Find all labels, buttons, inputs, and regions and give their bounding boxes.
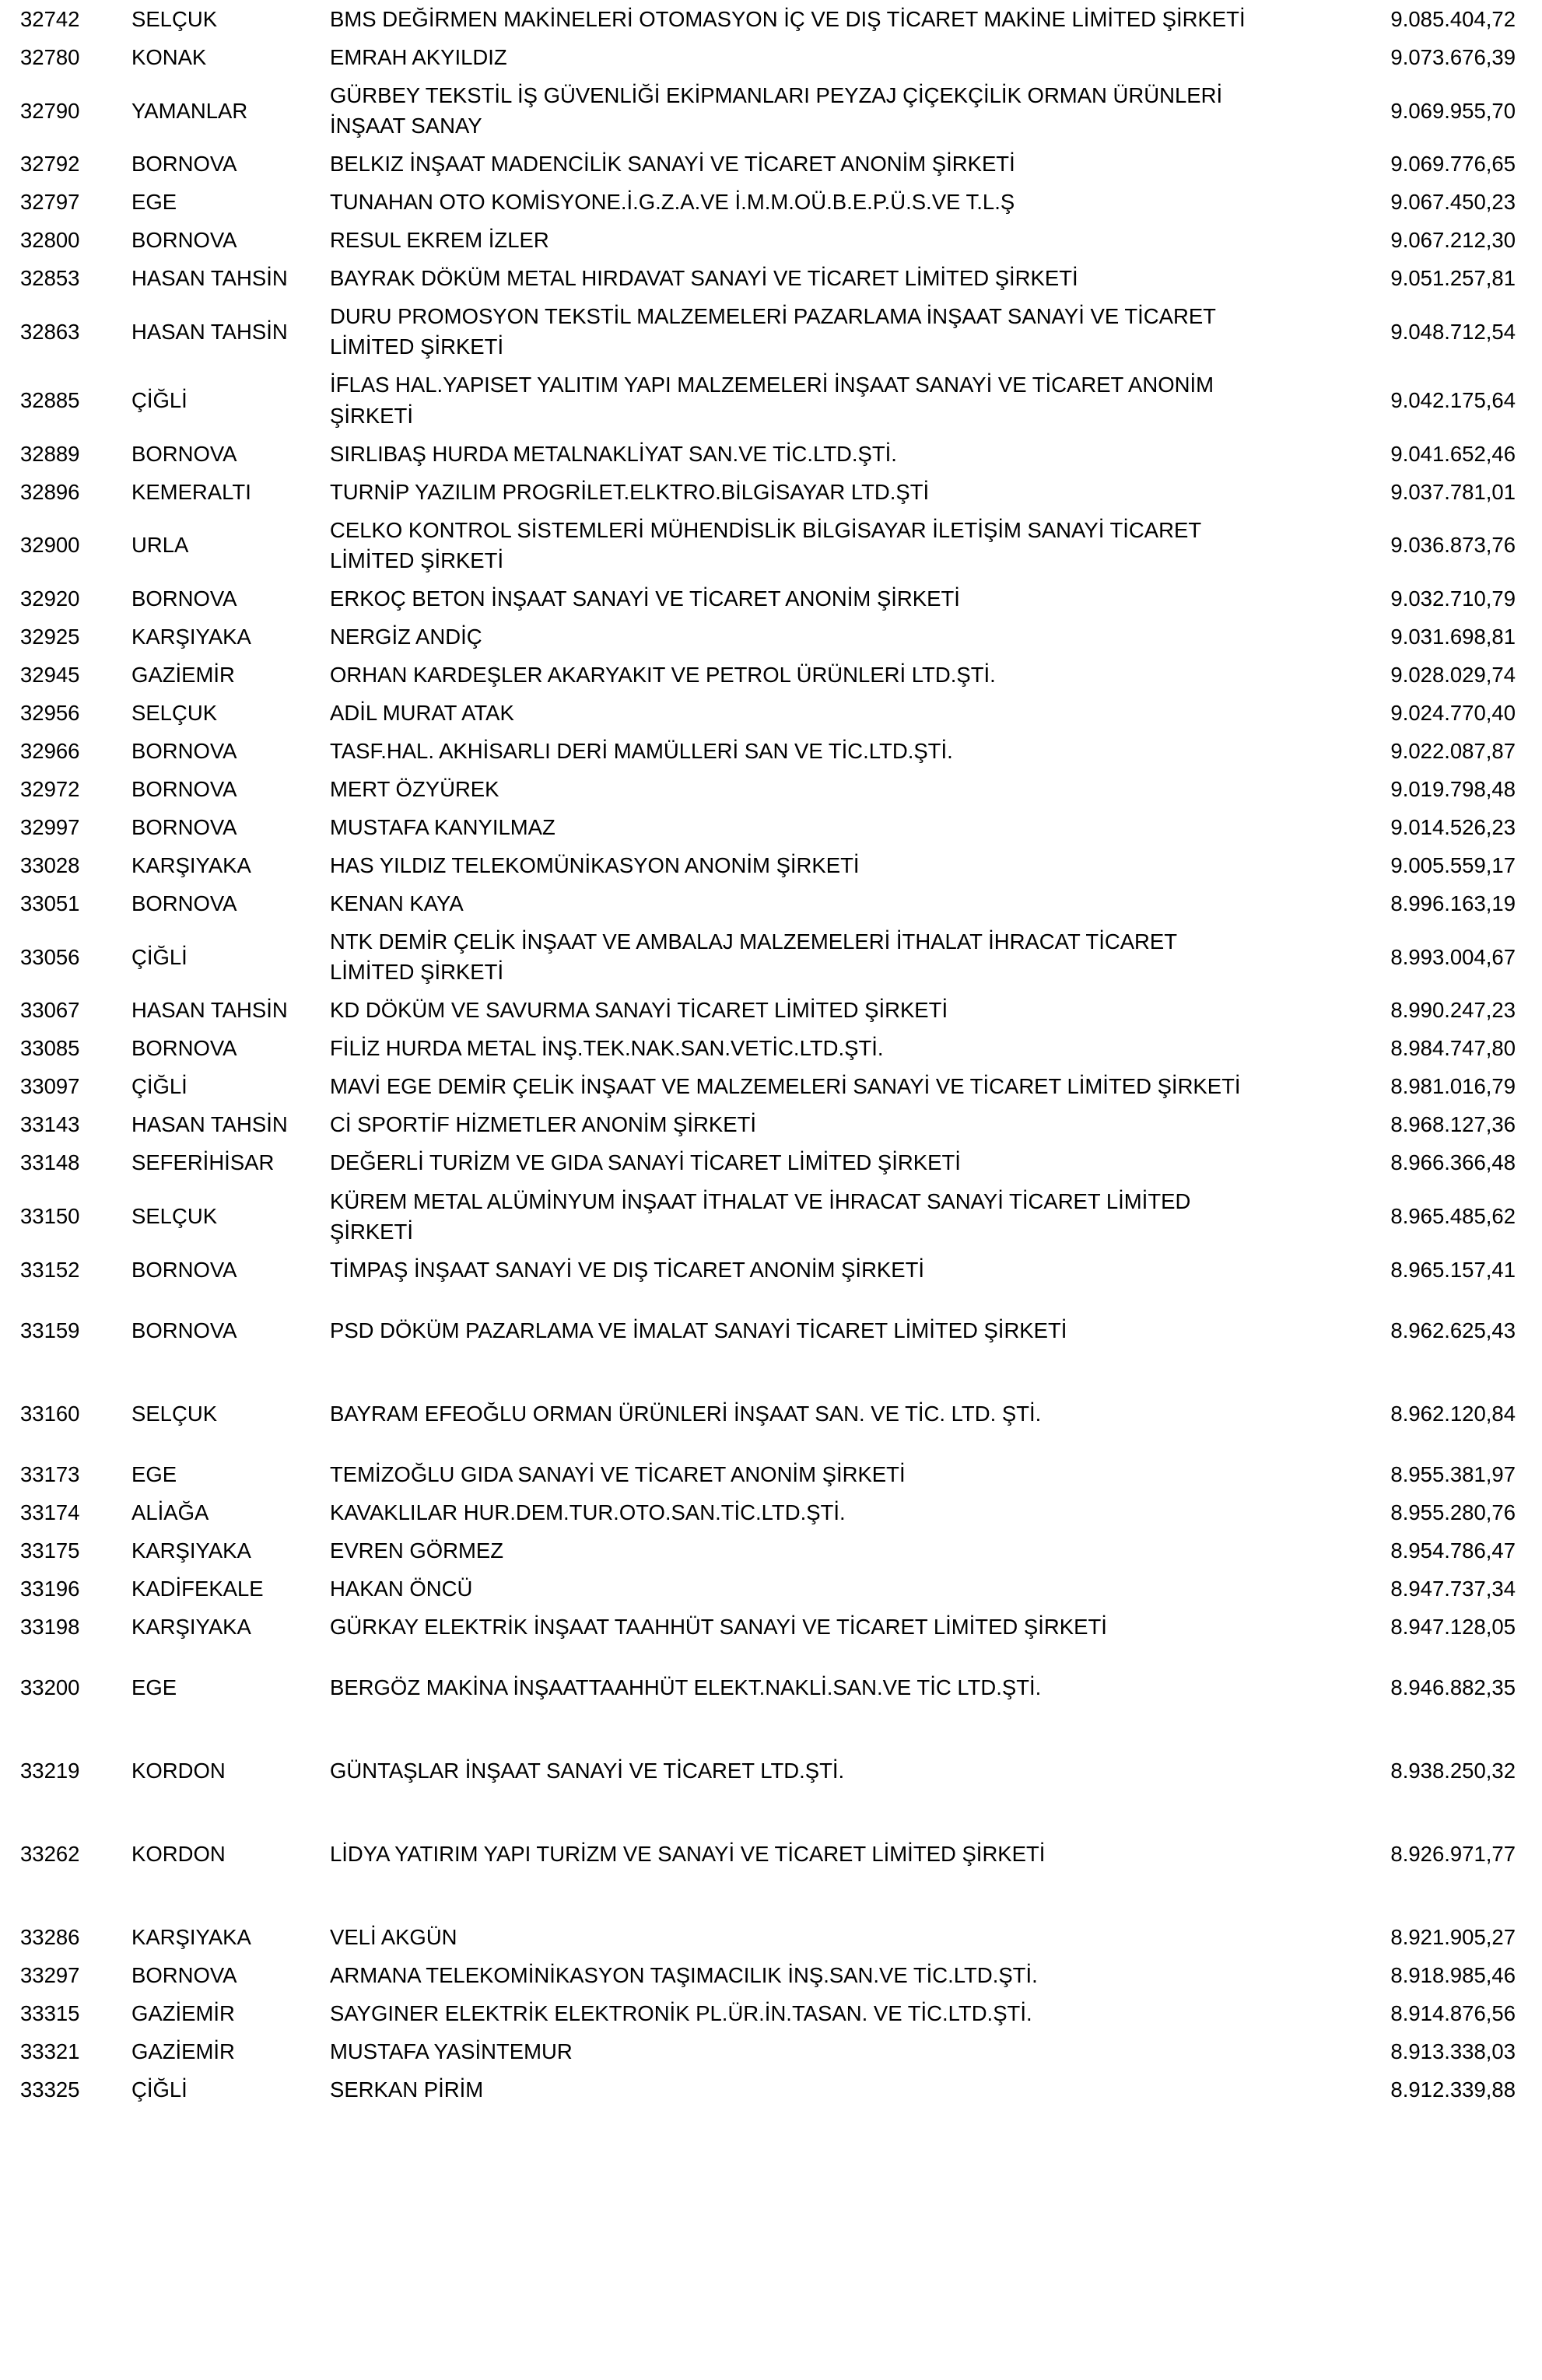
- row-id-cell: 33159: [20, 1318, 80, 1342]
- row-taxpayer-name-cell: İFLAS HAL.YAPISET YALITIM YAPI MALZEMELERİ İNŞAAT SANAYİ VE TİCARET ANONİM ŞİRKETİ: [330, 373, 1214, 428]
- table-row: [20, 511, 1516, 579]
- row-taxpayer-name-cell: PSD DÖKÜM PAZARLAMA VE İMALAT SANAYİ TİCARET LİMİTED ŞİRKETİ: [330, 1318, 1067, 1342]
- row-tax-office-cell: ÇİĞLİ: [131, 387, 187, 412]
- row-amount-cell: 9.036.873,76: [1390, 533, 1516, 558]
- row-tax-office-cell: EGE: [131, 1461, 177, 1486]
- row-tax-office-cell: BORNOVA: [131, 1257, 237, 1282]
- row-tax-office-cell: SELÇUK: [131, 1401, 218, 1426]
- table-row: [20, 656, 1516, 694]
- row-id-cell: 32896: [20, 479, 80, 504]
- row-id-cell: 32742: [20, 7, 80, 31]
- row-amount-cell: 9.019.798,48: [1390, 776, 1516, 801]
- row-taxpayer-name-cell: DEĞERLİ TURİZM VE GIDA SANAYİ TİCARET LİMİTED ŞİRKETİ: [330, 1150, 961, 1175]
- row-taxpayer-name-cell: RESUL EKREM İZLER: [330, 228, 549, 253]
- table-row: [20, 2070, 1516, 2109]
- row-tax-office-cell: ÇİĞLİ: [131, 944, 187, 969]
- row-id-cell: 33262: [20, 1842, 80, 1867]
- row-taxpayer-name-cell: KÜREM METAL ALÜMİNYUM İNŞAAT İTHALAT VE İHRACAT SANAYİ TİCARET LİMİTED ŞİRKETİ: [330, 1188, 1191, 1244]
- table-row: [20, 1067, 1516, 1105]
- row-tax-office-cell: YAMANLAR: [131, 98, 248, 123]
- row-amount-cell: 8.966.366,48: [1390, 1150, 1516, 1175]
- row-amount-cell: 9.014.526,23: [1390, 815, 1516, 840]
- row-id-cell: 32945: [20, 662, 80, 687]
- row-taxpayer-name-cell: GÜNTAŞLAR İNŞAAT SANAYİ VE TİCARET LTD.ŞTİ.: [330, 1759, 845, 1783]
- row-tax-office-cell: BORNOVA: [131, 441, 237, 466]
- row-taxpayer-name-cell: CELKO KONTROL SİSTEMLERİ MÜHENDİSLİK BİLGİSAYAR İLETİŞİM SANAYİ TİCARET LİMİTED ŞİRKETİ: [330, 517, 1201, 572]
- row-tax-office-cell: ÇİĞLİ: [131, 2077, 187, 2102]
- row-amount-cell: 9.037.781,01: [1390, 479, 1516, 504]
- row-tax-office-cell: ÇİĞLİ: [131, 1074, 187, 1099]
- table-row: [20, 366, 1516, 434]
- row-id-cell: 33200: [20, 1675, 80, 1699]
- row-taxpayer-name-cell: TURNİP YAZILIM PROGRİLET.ELKTRO.BİLGİSAYAR LTD.ŞTİ: [330, 479, 930, 504]
- row-tax-office-cell: BORNOVA: [131, 891, 237, 916]
- row-tax-office-cell: HASAN TAHSİN: [131, 319, 288, 344]
- row-amount-cell: 8.981.016,79: [1390, 1074, 1516, 1099]
- row-taxpayer-name-cell: GÜRKAY ELEKTRİK İNŞAAT TAAHHÜT SANAYİ VE TİCARET LİMİTED ŞİRKETİ: [330, 1614, 1107, 1639]
- table-row: [20, 76, 1516, 145]
- row-tax-office-cell: GAZİEMİR: [131, 2039, 235, 2064]
- row-id-cell: 33160: [20, 1401, 80, 1426]
- table-row: [20, 1143, 1516, 1181]
- row-tax-office-cell: SEFERİHİSAR: [131, 1150, 275, 1175]
- row-id-cell: 32780: [20, 45, 80, 70]
- row-tax-office-cell: BORNOVA: [131, 1963, 237, 1988]
- row-tax-office-cell: EGE: [131, 1675, 177, 1699]
- table-row: [20, 259, 1516, 297]
- row-amount-cell: 8.984.747,80: [1390, 1036, 1516, 1061]
- row-tax-office-cell: SELÇUK: [131, 700, 218, 725]
- row-amount-cell: 8.914.876,56: [1390, 2001, 1516, 2026]
- row-tax-office-cell: URLA: [131, 533, 189, 558]
- row-taxpayer-name-cell: SERKAN PİRİM: [330, 2077, 484, 2102]
- row-id-cell: 33028: [20, 853, 80, 878]
- table-row: [20, 922, 1516, 991]
- row-id-cell: 33325: [20, 2077, 80, 2102]
- row-tax-office-cell: KARŞIYAKA: [131, 1538, 251, 1563]
- row-amount-cell: 8.921.905,27: [1390, 1925, 1516, 1950]
- row-id-cell: 32972: [20, 776, 80, 801]
- table-row: [20, 1182, 1516, 1251]
- row-tax-office-cell: KARŞIYAKA: [131, 1925, 251, 1950]
- row-taxpayer-name-cell: VELİ AKGÜN: [330, 1925, 457, 1950]
- row-amount-cell: 8.962.625,43: [1390, 1318, 1516, 1342]
- row-amount-cell: 9.032.710,79: [1390, 586, 1516, 611]
- row-taxpayer-name-cell: NERGİZ ANDİÇ: [330, 624, 482, 649]
- row-taxpayer-name-cell: ERKOÇ BETON İNŞAAT SANAYİ VE TİCARET ANONİM ŞİRKETİ: [330, 586, 960, 611]
- row-amount-cell: 9.069.955,70: [1390, 98, 1516, 123]
- row-amount-cell: 8.965.485,62: [1390, 1204, 1516, 1229]
- row-id-cell: 32863: [20, 319, 80, 344]
- table-row: [20, 2032, 1516, 2070]
- row-taxpayer-name-cell: EMRAH AKYILDIZ: [330, 45, 507, 70]
- row-taxpayer-name-cell: EVREN GÖRMEZ: [330, 1538, 504, 1563]
- table-row: [20, 1895, 1516, 1956]
- row-amount-cell: 8.947.128,05: [1390, 1614, 1516, 1639]
- row-amount-cell: 8.968.127,36: [1390, 1112, 1516, 1137]
- row-id-cell: 32800: [20, 228, 80, 253]
- table-row: [20, 694, 1516, 732]
- row-id-cell: 33085: [20, 1036, 80, 1061]
- row-id-cell: 32900: [20, 533, 80, 558]
- row-amount-cell: 8.913.338,03: [1390, 2039, 1516, 2064]
- table-row: [20, 1029, 1516, 1067]
- row-taxpayer-name-cell: DURU PROMOSYON TEKSTİL MALZEMELERİ PAZARLAMA İNŞAAT SANAYİ VE TİCARET LİMİTED ŞİRKETİ: [330, 304, 1216, 359]
- row-amount-cell: 9.051.257,81: [1390, 266, 1516, 291]
- table-row: [20, 808, 1516, 846]
- row-tax-office-cell: BORNOVA: [131, 152, 237, 177]
- row-taxpayer-name-cell: KAVAKLILAR HUR.DEM.TUR.OTO.SAN.TİC.LTD.ŞTİ.: [330, 1500, 846, 1524]
- row-amount-cell: 8.912.339,88: [1390, 2077, 1516, 2102]
- table-row: [20, 183, 1516, 221]
- table-row: [20, 991, 1516, 1029]
- row-tax-office-cell: KADİFEKALE: [131, 1576, 264, 1601]
- row-tax-office-cell: GAZİEMİR: [131, 2001, 235, 2026]
- row-amount-cell: 9.005.559,17: [1390, 853, 1516, 878]
- row-id-cell: 33219: [20, 1759, 80, 1783]
- row-id-cell: 33143: [20, 1112, 80, 1137]
- row-id-cell: 33198: [20, 1614, 80, 1639]
- row-taxpayer-name-cell: ORHAN KARDEŞLER AKARYAKIT VE PETROL ÜRÜNLERİ LTD.ŞTİ.: [330, 662, 996, 687]
- row-tax-office-cell: HASAN TAHSİN: [131, 1112, 288, 1137]
- row-id-cell: 32797: [20, 190, 80, 215]
- tax-debtor-table: [20, 0, 1516, 2109]
- row-taxpayer-name-cell: LİDYA YATIRIM YAPI TURİZM VE SANAYİ VE TİCARET LİMİTED ŞİRKETİ: [330, 1842, 1046, 1867]
- row-taxpayer-name-cell: TİMPAŞ İNŞAAT SANAYİ VE DIŞ TİCARET ANONİM ŞİRKETİ: [330, 1257, 925, 1282]
- row-tax-office-cell: BORNOVA: [131, 586, 237, 611]
- row-taxpayer-name-cell: TEMİZOĞLU GIDA SANAYİ VE TİCARET ANONİM ŞİRKETİ: [330, 1461, 906, 1486]
- row-taxpayer-name-cell: BELKIZ İNŞAAT MADENCİLİK SANAYİ VE TİCARET ANONİM ŞİRKETİ: [330, 152, 1015, 177]
- table-row: [20, 1455, 1516, 1493]
- row-id-cell: 33173: [20, 1461, 80, 1486]
- table-row: [20, 1105, 1516, 1143]
- row-amount-cell: 8.990.247,23: [1390, 998, 1516, 1023]
- row-id-cell: 33175: [20, 1538, 80, 1563]
- row-id-cell: 33321: [20, 2039, 80, 2064]
- row-taxpayer-name-cell: MERT ÖZYÜREK: [330, 776, 499, 801]
- row-id-cell: 32790: [20, 98, 80, 123]
- row-taxpayer-name-cell: BAYRAM EFEOĞLU ORMAN ÜRÜNLERİ İNŞAAT SAN. VE TİC. LTD. ŞTİ.: [330, 1401, 1042, 1426]
- row-amount-cell: 9.028.029,74: [1390, 662, 1516, 687]
- row-taxpayer-name-cell: FİLİZ HURDA METAL İNŞ.TEK.NAK.SAN.VETİC.LTD.ŞTİ.: [330, 1036, 884, 1061]
- row-taxpayer-name-cell: BAYRAK DÖKÜM METAL HIRDAVAT SANAYİ VE TİCARET LİMİTED ŞİRKETİ: [330, 266, 1078, 291]
- table-row: [20, 1608, 1516, 1646]
- row-amount-cell: 9.067.450,23: [1390, 190, 1516, 215]
- row-tax-office-cell: KORDON: [131, 1759, 226, 1783]
- row-id-cell: 33286: [20, 1925, 80, 1950]
- row-id-cell: 33196: [20, 1576, 80, 1601]
- row-taxpayer-name-cell: GÜRBEY TEKSTİL İŞ GÜVENLİĞİ EKİPMANLARI PEYZAJ ÇİÇEKÇİLİK ORMAN ÜRÜNLERİ İNŞAAT SANAY: [330, 83, 1223, 138]
- row-taxpayer-name-cell: HAS YILDIZ TELEKOMÜNİKASYON ANONİM ŞİRKETİ: [330, 853, 860, 878]
- row-taxpayer-name-cell: MAVİ EGE DEMİR ÇELİK İNŞAAT VE MALZEMELERİ SANAYİ VE TİCARET LİMİTED ŞİRKETİ: [330, 1074, 1241, 1099]
- table-row: [20, 1570, 1516, 1608]
- row-amount-cell: 8.993.004,67: [1390, 944, 1516, 969]
- row-amount-cell: 8.996.163,19: [1390, 891, 1516, 916]
- table-row: [20, 1956, 1516, 1994]
- row-tax-office-cell: KARŞIYAKA: [131, 624, 251, 649]
- row-taxpayer-name-cell: KENAN KAYA: [330, 891, 464, 916]
- row-taxpayer-name-cell: MUSTAFA KANYILMAZ: [330, 815, 555, 840]
- table-row: [20, 1646, 1516, 1729]
- table-row: [20, 473, 1516, 511]
- row-amount-cell: 8.926.971,77: [1390, 1842, 1516, 1867]
- row-amount-cell: 9.031.698,81: [1390, 624, 1516, 649]
- table-row: [20, 1493, 1516, 1531]
- row-tax-office-cell: BORNOVA: [131, 1036, 237, 1061]
- row-amount-cell: 8.965.157,41: [1390, 1257, 1516, 1282]
- row-taxpayer-name-cell: SIRLIBAŞ HURDA METALNAKLİYAT SAN.VE TİC.LTD.ŞTİ.: [330, 441, 897, 466]
- table-row: [20, 579, 1516, 618]
- table-row: [20, 435, 1516, 473]
- table-row: [20, 770, 1516, 808]
- row-taxpayer-name-cell: KD DÖKÜM VE SAVURMA SANAYİ TİCARET LİMİTED ŞİRKETİ: [330, 998, 948, 1023]
- row-tax-office-cell: KARŞIYAKA: [131, 1614, 251, 1639]
- row-amount-cell: 9.085.404,72: [1390, 7, 1516, 31]
- row-amount-cell: 9.073.676,39: [1390, 45, 1516, 70]
- row-id-cell: 32792: [20, 152, 80, 177]
- table-row: [20, 0, 1516, 38]
- row-id-cell: 32885: [20, 387, 80, 412]
- row-tax-office-cell: BORNOVA: [131, 738, 237, 763]
- table-row: [20, 1372, 1516, 1455]
- row-id-cell: 33051: [20, 891, 80, 916]
- table-row: [20, 618, 1516, 656]
- row-tax-office-cell: ALİAĞA: [131, 1500, 209, 1524]
- row-tax-office-cell: HASAN TAHSİN: [131, 266, 288, 291]
- table-row: [20, 1812, 1516, 1895]
- row-taxpayer-name-cell: TASF.HAL. AKHİSARLI DERİ MAMÜLLERİ SAN VE TİC.LTD.ŞTİ.: [330, 738, 953, 763]
- row-amount-cell: 9.067.212,30: [1390, 228, 1516, 253]
- row-id-cell: 33297: [20, 1963, 80, 1988]
- row-taxpayer-name-cell: ARMANA TELEKOMİNİKASYON TAŞIMACILIK İNŞ.SAN.VE TİC.LTD.ŞTİ.: [330, 1963, 1038, 1988]
- row-amount-cell: 9.022.087,87: [1390, 738, 1516, 763]
- table-row: [20, 221, 1516, 259]
- table-row: [20, 884, 1516, 922]
- row-amount-cell: 8.918.985,46: [1390, 1963, 1516, 1988]
- row-id-cell: 33067: [20, 998, 80, 1023]
- row-id-cell: 32920: [20, 586, 80, 611]
- row-taxpayer-name-cell: SAYGINER ELEKTRİK ELEKTRONİK PL.ÜR.İN.TASAN. VE TİC.LTD.ŞTİ.: [330, 2001, 1032, 2026]
- table-body: [20, 0, 1516, 2109]
- row-tax-office-cell: KORDON: [131, 1842, 226, 1867]
- row-id-cell: 32997: [20, 815, 80, 840]
- row-id-cell: 33152: [20, 1257, 80, 1282]
- row-amount-cell: 9.041.652,46: [1390, 441, 1516, 466]
- row-tax-office-cell: BORNOVA: [131, 228, 237, 253]
- row-amount-cell: 8.955.381,97: [1390, 1461, 1516, 1486]
- row-id-cell: 33174: [20, 1500, 80, 1524]
- row-taxpayer-name-cell: TUNAHAN OTO KOMİSYONE.İ.G.Z.A.VE İ.M.M.OÜ.B.E.P.Ü.S.VE T.L.Ş: [330, 190, 1015, 215]
- row-tax-office-cell: SELÇUK: [131, 1204, 218, 1229]
- row-id-cell: 33148: [20, 1150, 80, 1175]
- row-amount-cell: 9.042.175,64: [1390, 387, 1516, 412]
- row-tax-office-cell: BORNOVA: [131, 1318, 237, 1342]
- row-tax-office-cell: KARŞIYAKA: [131, 853, 251, 878]
- row-taxpayer-name-cell: MUSTAFA YASİNTEMUR: [330, 2039, 573, 2064]
- row-amount-cell: 8.947.737,34: [1390, 1576, 1516, 1601]
- row-tax-office-cell: HASAN TAHSİN: [131, 998, 288, 1023]
- table-row: [20, 1729, 1516, 1812]
- row-taxpayer-name-cell: ADİL MURAT ATAK: [330, 700, 514, 725]
- row-id-cell: 32966: [20, 738, 80, 763]
- row-tax-office-cell: BORNOVA: [131, 776, 237, 801]
- row-taxpayer-name-cell: Cİ SPORTİF HİZMETLER ANONİM ŞİRKETİ: [330, 1112, 757, 1137]
- row-amount-cell: 8.955.280,76: [1390, 1500, 1516, 1524]
- row-taxpayer-name-cell: NTK DEMİR ÇELİK İNŞAAT VE AMBALAJ MALZEMELERİ İTHALAT İHRACAT TİCARET LİMİTED ŞİRKETİ: [330, 929, 1177, 985]
- row-id-cell: 32853: [20, 266, 80, 291]
- row-id-cell: 32925: [20, 624, 80, 649]
- row-taxpayer-name-cell: BMS DEĞİRMEN MAKİNELERİ OTOMASYON İÇ VE DIŞ TİCARET MAKİNE LİMİTED ŞİRKETİ: [330, 7, 1246, 31]
- row-amount-cell: 9.024.770,40: [1390, 700, 1516, 725]
- row-amount-cell: 8.962.120,84: [1390, 1401, 1516, 1426]
- table-row: [20, 1251, 1516, 1289]
- row-taxpayer-name-cell: BERGÖZ MAKİNA İNŞAATTAAHHÜT ELEKT.NAKLİ.SAN.VE TİC LTD.ŞTİ.: [330, 1675, 1042, 1699]
- row-tax-office-cell: KEMERALTI: [131, 479, 251, 504]
- row-amount-cell: 9.048.712,54: [1390, 319, 1516, 344]
- row-tax-office-cell: KONAK: [131, 45, 207, 70]
- row-tax-office-cell: GAZİEMİR: [131, 662, 235, 687]
- row-id-cell: 33315: [20, 2001, 80, 2026]
- row-id-cell: 33150: [20, 1204, 80, 1229]
- row-id-cell: 32956: [20, 700, 80, 725]
- table-row: [20, 1531, 1516, 1570]
- row-tax-office-cell: BORNOVA: [131, 815, 237, 840]
- row-amount-cell: 9.069.776,65: [1390, 152, 1516, 177]
- table-row: [20, 145, 1516, 183]
- row-amount-cell: 8.954.786,47: [1390, 1538, 1516, 1563]
- table-row: [20, 38, 1516, 76]
- row-tax-office-cell: EGE: [131, 190, 177, 215]
- row-id-cell: 33097: [20, 1074, 80, 1099]
- table-row: [20, 732, 1516, 770]
- row-amount-cell: 8.946.882,35: [1390, 1675, 1516, 1699]
- row-amount-cell: 8.938.250,32: [1390, 1759, 1516, 1783]
- table-row: [20, 1289, 1516, 1372]
- row-tax-office-cell: SELÇUK: [131, 7, 218, 31]
- table-row: [20, 846, 1516, 884]
- table-row: [20, 297, 1516, 366]
- table-row: [20, 1994, 1516, 2032]
- row-id-cell: 33056: [20, 944, 80, 969]
- row-id-cell: 32889: [20, 441, 80, 466]
- row-taxpayer-name-cell: HAKAN ÖNCÜ: [330, 1576, 473, 1601]
